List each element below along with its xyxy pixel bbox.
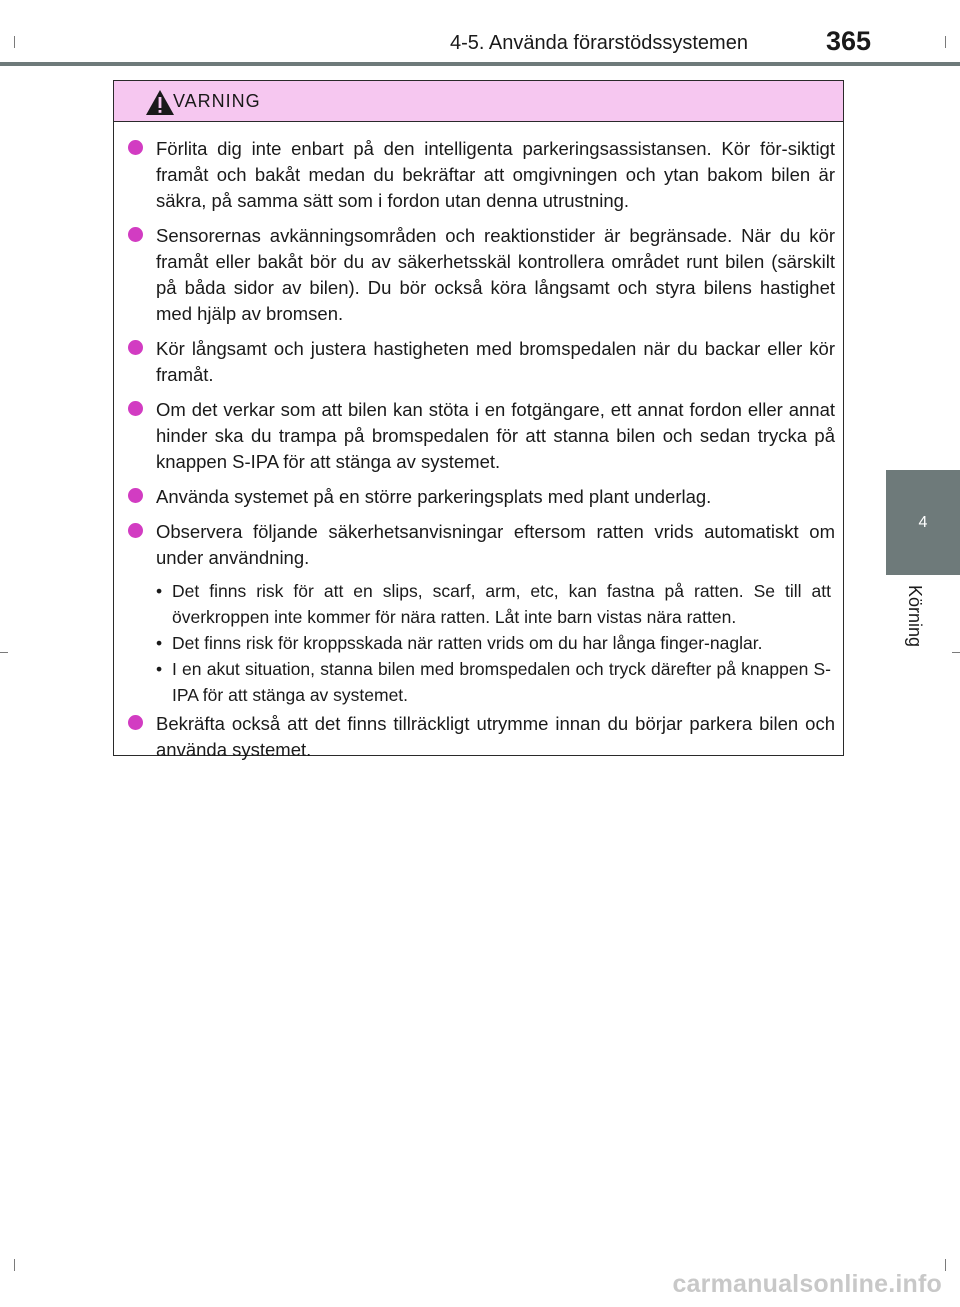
warning-item [126, 136, 835, 214]
warning-subitem [126, 656, 835, 708]
warning-item [126, 397, 835, 475]
warning-body [114, 122, 843, 763]
section-title: 4-5. Använda förarstödssystemen [450, 32, 748, 54]
warning-subitem [126, 578, 835, 630]
page-header [0, 0, 960, 70]
crop-mark [0, 652, 8, 653]
bullet-dot-icon [128, 715, 143, 730]
chapter-label: Körning [905, 585, 925, 648]
page-number: 365 [826, 26, 872, 56]
warning-sublist [126, 578, 835, 708]
bullet-dot-icon [128, 401, 143, 416]
warning-item-text: Sensorernas avkänningsområden och reaktionstider är begränsade. När du kör framåt eller bakåt bör du av säkerhetsskäl kontrollera området runt bilen (särskilt på båda sidor av bilen). Du bör också köra långsamt och styra bilens hastighet med hjälp av bromsen. [156, 225, 835, 324]
warning-triangle-icon [145, 89, 175, 116]
warning-item [126, 336, 835, 388]
warning-item [126, 223, 835, 327]
chapter-number: 4 [918, 514, 928, 531]
warning-item-text: Om det verkar som att bilen kan stöta i en fotgängare, ett annat fordon eller annat hinder ska du trampa på bromspedalen för att stanna bilen och sedan trycka på knappen S-IPA för att stänga av systemet. [156, 399, 835, 472]
warning-subitem [126, 630, 835, 656]
chapter-tab [886, 470, 960, 575]
crop-mark [952, 652, 960, 653]
header-rule [0, 62, 960, 66]
warning-header [114, 81, 843, 122]
bullet-dot-icon [128, 488, 143, 503]
warning-subitem-text: Det finns risk för att en slips, scarf, arm, etc, kan fastna på ratten. Se till att överkroppen inte kommer för nära ratten. Låt inte barn vistas nära ratten. [172, 581, 831, 627]
bullet-dot-icon [128, 227, 143, 242]
bullet-icon: • [156, 659, 163, 679]
warning-item-text: Förlita dig inte enbart på den intelligenta parkeringsassistansen. Kör för-siktigt framåt och bakåt medan du bekräftar att omgivningen och ytan bakom bilen är säkra, på samma sätt som i fordon utan denna utrustning. [156, 138, 835, 211]
warning-item-text: Använda systemet på en större parkeringsplats med plant underlag. [156, 486, 712, 507]
bullet-dot-icon [128, 340, 143, 355]
warning-subitem-text: Det finns risk för kroppsskada när ratten vrids om du har långa finger-naglar. [172, 633, 763, 653]
warning-subitem-text: I en akut situation, stanna bilen med bromspedalen och tryck därefter på knappen S-IPA för att stänga av systemet. [172, 659, 831, 705]
warning-item [126, 484, 835, 510]
warning-item-text: Bekräfta också att det finns tillräckligt utrymme innan du börjar parkera bilen och använda systemet. [156, 713, 835, 760]
warning-title: VARNING [173, 91, 261, 111]
bullet-icon: • [156, 633, 163, 653]
crop-mark [14, 36, 15, 48]
bullet-dot-icon [128, 523, 143, 538]
bullet-dot-icon [128, 140, 143, 155]
crop-mark [945, 36, 946, 48]
warning-item [126, 519, 835, 571]
warning-item-text: Observera följande säkerhetsanvisningar eftersom ratten vrids automatiskt om under användning. [156, 521, 835, 568]
warning-box [113, 80, 844, 760]
crop-mark [945, 1259, 946, 1271]
crop-mark [14, 1259, 15, 1271]
bullet-icon: • [156, 581, 163, 601]
warning-item-text: Kör långsamt och justera hastigheten med bromspedalen när du backar eller kör framåt. [156, 338, 835, 385]
watermark: carmanualsonline.info [672, 1270, 942, 1298]
warning-item [126, 711, 835, 763]
